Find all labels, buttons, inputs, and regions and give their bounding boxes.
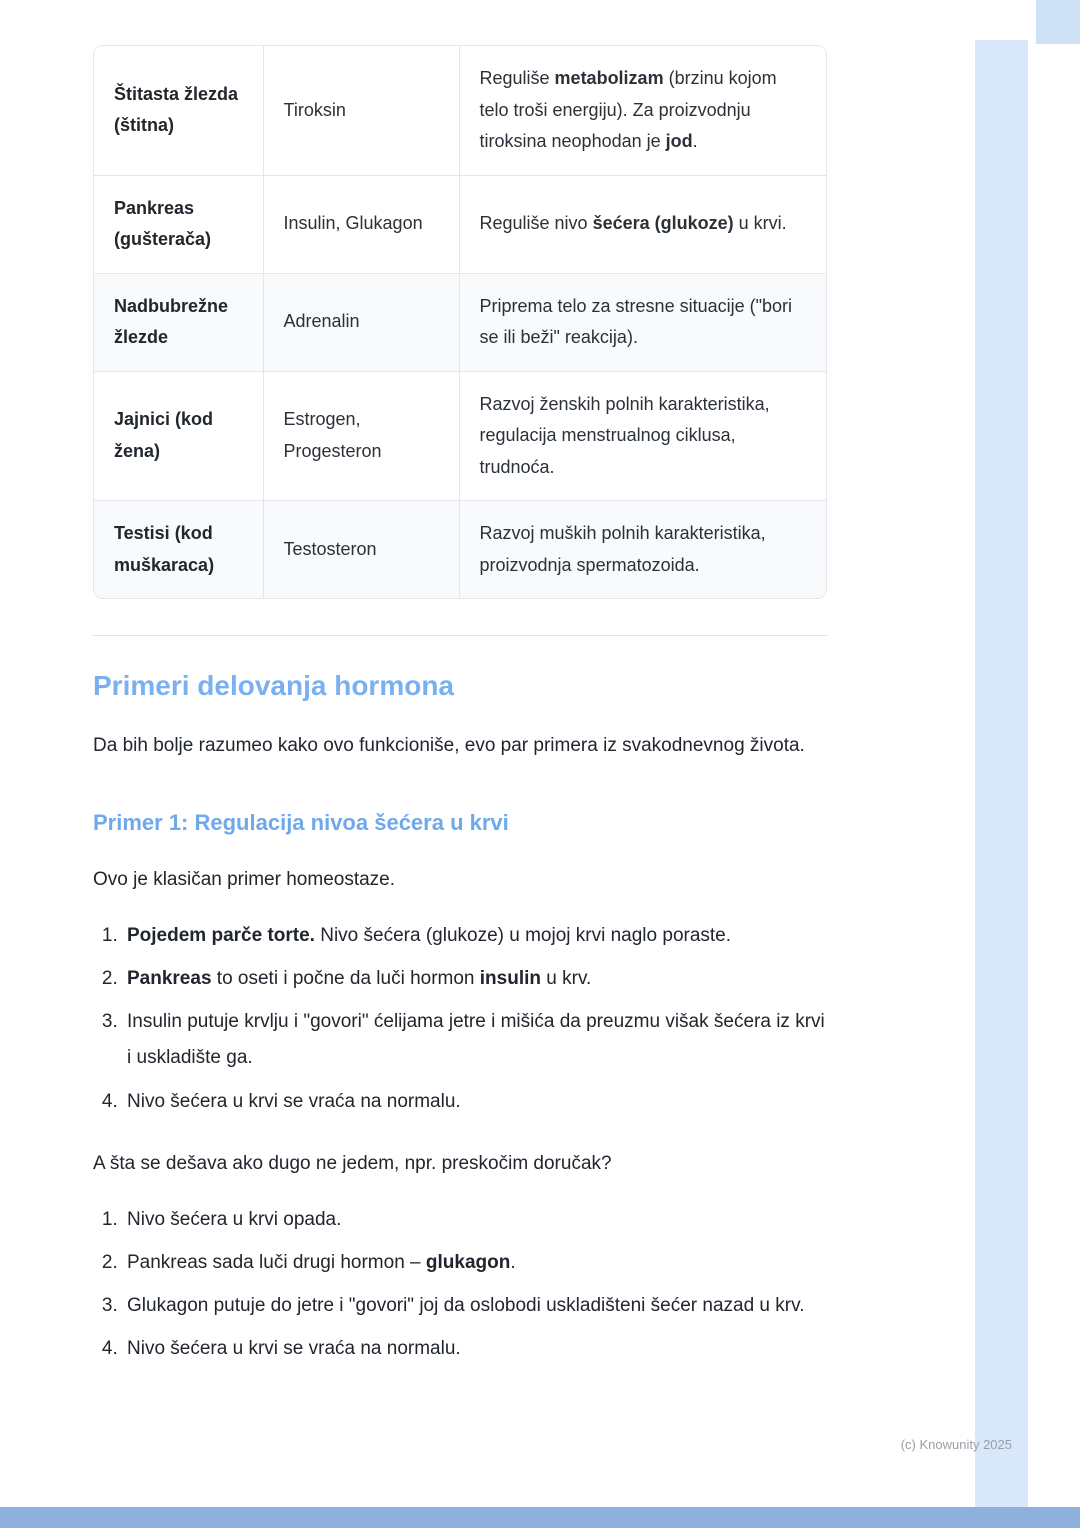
bottom-background-strip	[0, 1507, 1080, 1528]
list-item: 2. Pankreas to oseti i počne da luči hormon insulin u krv.	[123, 961, 827, 997]
list-item: 3. Glukagon putuje do jetre i "govori" joj da oslobodi uskladišteni šećer nazad u krv.	[123, 1288, 827, 1324]
right-background-strip	[975, 40, 1028, 1508]
section-divider	[93, 635, 827, 636]
description-cell: Reguliše metabolizam (brzinu kojom telo troši energiju). Za proizvodnju tiroksina neophodan je jod.	[459, 46, 827, 175]
hormone-cell: Insulin, Glukagon	[263, 175, 459, 273]
sugar-rise-steps	[93, 918, 827, 1119]
hormone-cell: Testosteron	[263, 501, 459, 599]
copyright-note: (c) Knowunity 2025	[900, 1437, 1012, 1452]
table-row	[94, 273, 827, 371]
list-item: 3. Insulin putuje krvlju i "govori" ćelijama jetre i mišića da preuzmu višak šećera iz krvi i uskladište ga.	[123, 1004, 827, 1076]
hormone-cell: Tiroksin	[263, 46, 459, 175]
description-cell: Razvoj ženskih polnih karakteristika, regulacija menstrualnog ciklusa, trudnoća.	[459, 371, 827, 501]
description-cell: Priprema telo za stresne situacije ("bori se ili beži" reakcija).	[459, 273, 827, 371]
hormones-table	[93, 45, 827, 599]
list-item: 4. Nivo šećera u krvi se vraća na normalu.	[123, 1084, 827, 1120]
intro-paragraph: Da bih bolje razumeo kako ovo funkcioniše, evo par primera iz svakodnevnog života.	[93, 735, 805, 756]
hormone-cell: Estrogen, Progesteron	[263, 371, 459, 501]
example1-intro-paragraph: Ovo je klasičan primer homeostaze.	[93, 869, 396, 891]
examples-heading: Primeri delovanja hormona	[93, 670, 454, 701]
description-cell: Reguliše nivo šećera (glukoze) u krvi.	[459, 175, 827, 273]
description-cell: Razvoj muških polnih karakteristika, proizvodnja spermatozoida.	[459, 501, 827, 599]
list-item: 1. Nivo šećera u krvi opada.	[123, 1202, 827, 1238]
hormone-cell: Adrenalin	[263, 273, 459, 371]
table-row	[94, 46, 827, 175]
list-item: 4. Nivo šećera u krvi se vraća na normalu.	[123, 1331, 827, 1367]
table-row	[94, 371, 827, 501]
top-right-background-block	[1036, 0, 1080, 44]
sugar-drop-steps	[93, 1202, 827, 1367]
list-item: 1. Pojedem parče torte. Nivo šećera (glukoze) u mojoj krvi naglo poraste.	[123, 918, 827, 954]
gland-cell: Nadbubrežne žlezde	[94, 273, 263, 371]
table-row	[94, 501, 827, 599]
gland-cell: Pankreas (gušterača)	[94, 175, 263, 273]
document-content	[93, 45, 827, 1374]
gland-cell: Jajnici (kod žena)	[94, 371, 263, 501]
gland-cell: Testisi (kod muškaraca)	[94, 501, 263, 599]
table-row	[94, 175, 827, 273]
gland-cell: Štitasta žlezda (štitna)	[94, 46, 263, 175]
list-item: 2. Pankreas sada luči drugi hormon – glukagon.	[123, 1245, 827, 1281]
question-paragraph: A šta se dešava ako dugo ne jedem, npr. preskočim doručak?	[93, 1152, 612, 1174]
example1-heading: Primer 1: Regulacija nivoa šećera u krvi	[93, 810, 509, 836]
